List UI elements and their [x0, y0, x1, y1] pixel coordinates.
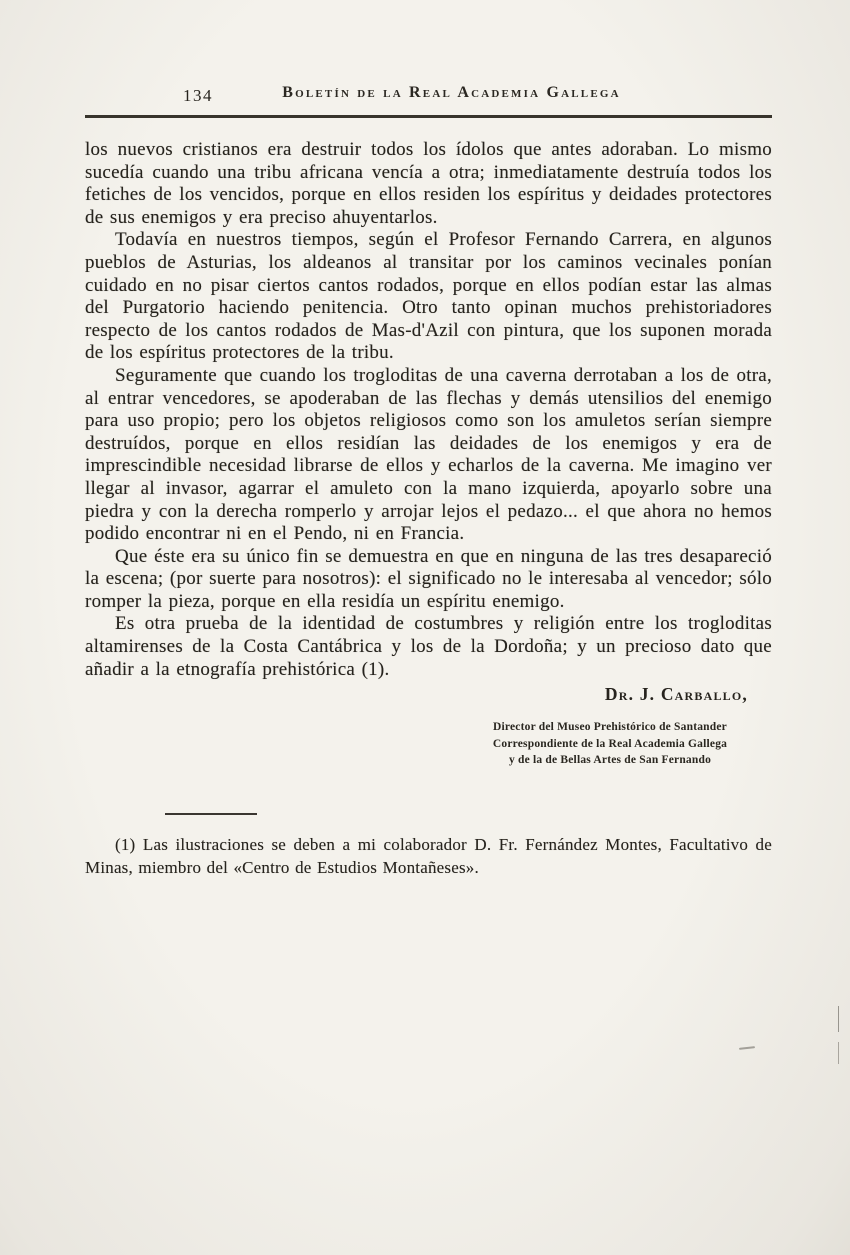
page-header — [85, 84, 772, 106]
author-credentials — [450, 719, 770, 769]
author-signature: Dr. J. Carballo, — [604, 684, 748, 705]
journal-title: Boletín de la Real Academia Gallega — [282, 84, 621, 101]
paragraph-4: Que éste era su único fin se demuestra en que en ninguna de las tres desapareció la escena; (por suerte para nosotros): el significado no le interesaba al vencedor; sólo romper la pieza, porque en ella residía un espíritu enemigo. — [85, 545, 772, 612]
header-rule — [85, 115, 772, 118]
page-body — [85, 139, 772, 681]
credential-line-2: Correspondiente de la Real Academia Gallega — [492, 737, 728, 750]
scan-artifact-smudge — [739, 1046, 755, 1050]
footnote: (1) Las ilustraciones se deben a mi colaborador D. Fr. Fernández Montes, Facultativo de Minas, miembro del «Centro de Estudios Montañeses». — [85, 834, 772, 878]
paragraph-2: Todavía en nuestros tiempos, según el Profesor Fernando Carrera, en algunos pueblos de Asturias, los aldeanos al transitar por los caminos vecinales ponían cuidado en no pisar ciertos cantos rodados, porque en ellos podían estar las almas del Purgatorio haciendo penitencia. Otro tanto opinan muchos prehistoriadores respecto de los cantos rodados de Mas-d'Azil con pintura, que los suponen morada de los espíritus protectores de la tribu. — [85, 229, 772, 364]
paragraph-3: Seguramente que cuando los trogloditas de una caverna derrotaban a los de otra, al entrar vencedores, se apoderaban de las flechas y demás utensilios del enemigo para uso propio; pero los objetos religiosos como son los amuletos serían siempre destruídos, porque en ellos residían las deidades de los enemigos y era de imprescindible necesidad librarse de ellos y echarlos de la caverna. Me imagino ver llegar al invasor, agarrar el amuleto con la mano izquierda, apoyarlo sobre una piedra y con la derecha romperlo y arrojar lejos el pedazo... el que ahora no hemos podido encontrar ni en el Pendo, ni en Francia. — [85, 364, 772, 545]
scan-artifact-tick — [838, 1042, 840, 1064]
credential-line-3: y de la de Bellas Artes de San Fernando — [508, 754, 712, 767]
paragraph-5: Es otra prueba de la identidad de costumbres y religión entre los trogloditas altamirenses de la Costa Cantábrica y los de la Dordoña; y un precioso dato que añadir a la etnografía prehistórica (1). — [85, 613, 772, 680]
credential-line-1: Director del Museo Prehistórico de Santander — [493, 721, 727, 734]
page-number: 134 — [183, 86, 213, 105]
footnote-rule — [165, 813, 257, 815]
paragraph-1: los nuevos cristianos era destruir todos los ídolos que antes adoraban. Lo mismo sucedía cuando una tribu africana vencía a otra; inmediatamente destruía todos los fetiches de los vencidos, porque en ellos residen los espíritus y deidades protectores de sus enemigos y era preciso ahuyentarlos. — [85, 139, 772, 228]
scan-artifact-tick — [838, 1006, 840, 1032]
